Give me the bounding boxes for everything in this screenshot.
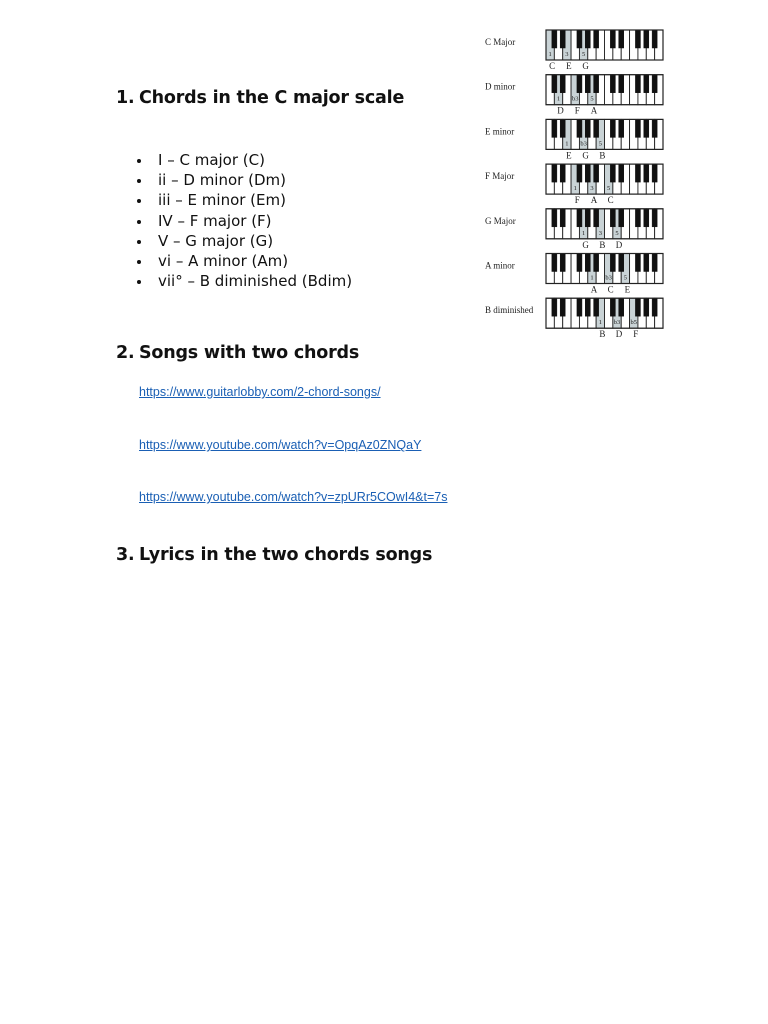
note-label: B: [599, 329, 606, 340]
black-key: [635, 209, 640, 227]
note-label: B: [599, 239, 606, 250]
chord-diagram: [485, 164, 663, 205]
black-key: [635, 298, 640, 316]
degree-label: b3: [580, 140, 587, 148]
black-key: [619, 30, 624, 48]
degree-label: b3: [605, 274, 612, 282]
chord-diagram: [485, 30, 663, 71]
black-key: [644, 209, 649, 227]
section-number: 2.: [116, 343, 135, 363]
degree-label: 5: [615, 229, 619, 237]
black-key: [619, 298, 624, 316]
black-key: [577, 164, 582, 182]
black-key: [652, 30, 657, 48]
note-label: E: [624, 284, 631, 295]
piano-chord-chart: [480, 26, 670, 342]
black-key: [577, 119, 582, 137]
black-key: [619, 164, 624, 182]
link-youtube-2[interactable]: https://www.youtube.com/watch?v=zpURr5COwI4&t=7s: [139, 490, 448, 504]
black-key: [560, 30, 565, 48]
section-title: Songs with two chords: [139, 343, 360, 363]
note-label: E: [566, 150, 572, 161]
section-heading-lyrics: [116, 545, 432, 565]
black-key: [560, 298, 565, 316]
black-key: [594, 30, 599, 48]
black-key: [644, 298, 649, 316]
section-number: 3.: [116, 545, 135, 565]
black-key: [635, 254, 640, 272]
note-label: G: [582, 150, 589, 161]
black-key: [585, 254, 590, 272]
note-label: D: [557, 105, 564, 116]
black-key: [652, 298, 657, 316]
chord-name-label: B diminished: [485, 305, 534, 316]
section-title: Chords in the C major scale: [139, 88, 405, 108]
black-key: [635, 30, 640, 48]
black-key: [577, 30, 582, 48]
black-key: [585, 209, 590, 227]
note-label: D: [615, 239, 623, 250]
note-label: D: [615, 329, 623, 340]
degree-label: 1: [581, 229, 586, 237]
note-label: A: [590, 284, 598, 295]
black-key: [594, 75, 599, 93]
chord-name-label: F Major: [485, 171, 515, 182]
black-key: [652, 164, 657, 182]
chord-name-label: E minor: [485, 126, 515, 137]
list-item: iii – E minor (Em): [135, 190, 352, 210]
black-key: [652, 119, 657, 137]
section-number: 1.: [116, 88, 135, 108]
link-youtube-1[interactable]: https://www.youtube.com/watch?v=OpqAz0ZNQaY: [139, 438, 422, 452]
black-key: [644, 254, 649, 272]
degree-label: 1: [573, 185, 577, 193]
black-key: [594, 164, 599, 182]
black-key: [585, 298, 590, 316]
chord-name-label: C Major: [485, 37, 516, 47]
degree-label: 5: [581, 51, 586, 58]
black-key: [552, 298, 557, 316]
section-heading-chords: [116, 88, 404, 108]
black-key: [552, 164, 557, 182]
list-item: ii – D minor (Dm): [135, 170, 352, 190]
black-key: [619, 254, 624, 272]
chord-name-label: D minor: [485, 81, 516, 92]
note-label: C: [607, 284, 614, 295]
note-label: C: [607, 195, 614, 206]
black-key: [610, 298, 615, 316]
degree-label: 3: [598, 229, 602, 237]
black-key: [610, 30, 615, 48]
chord-diagram: [485, 75, 663, 116]
link-guitarlobby[interactable]: https://www.guitarlobby.com/2-chord-songs/: [139, 385, 381, 399]
black-key: [610, 209, 615, 227]
degree-label: 1: [598, 319, 602, 327]
black-key: [560, 119, 565, 137]
black-key: [577, 298, 582, 316]
black-key: [635, 75, 640, 93]
note-label: A: [590, 105, 598, 116]
black-key: [552, 119, 557, 137]
degree-label: 1: [590, 274, 594, 282]
piano-chord-chart-svg: [480, 26, 670, 342]
degree-label: b3: [572, 95, 579, 103]
list-item: V – G major (G): [135, 231, 352, 251]
black-key: [619, 209, 624, 227]
section-heading-songs: [116, 343, 359, 363]
black-key: [644, 119, 649, 137]
chord-diagram: [485, 298, 663, 339]
degree-label: 1: [548, 51, 552, 58]
black-key: [594, 119, 599, 137]
black-key: [594, 209, 599, 227]
degree-label: 5: [590, 95, 594, 103]
degree-label: 5: [598, 140, 602, 148]
black-key: [585, 75, 590, 93]
black-key: [610, 75, 615, 93]
list-item: vi – A minor (Am): [135, 251, 352, 271]
chord-name-label: G Major: [485, 215, 516, 226]
black-key: [652, 75, 657, 93]
black-key: [635, 164, 640, 182]
note-label: G: [582, 239, 589, 250]
degree-label: 1: [556, 95, 561, 103]
note-label: G: [582, 61, 589, 71]
section-title: Lyrics in the two chords songs: [139, 545, 433, 565]
black-key: [552, 209, 557, 227]
list-item: vii° – B diminished (Bdim): [135, 271, 352, 291]
degree-label: 3: [590, 185, 594, 193]
note-label: F: [574, 195, 580, 206]
black-key: [652, 254, 657, 272]
degree-label: 5: [607, 185, 611, 193]
chord-diagram: [485, 119, 663, 160]
black-key: [619, 75, 624, 93]
degree-label: 1: [565, 140, 569, 148]
note-label: E: [566, 61, 572, 71]
note-label: F: [574, 105, 580, 116]
black-key: [552, 75, 557, 93]
black-key: [619, 119, 624, 137]
black-key: [610, 119, 615, 137]
black-key: [610, 254, 615, 272]
list-item: IV – F major (F): [135, 211, 352, 231]
black-key: [610, 164, 615, 182]
degree-label: 5: [623, 274, 628, 282]
black-key: [560, 75, 565, 93]
black-key: [644, 30, 649, 48]
chord-diagram: [485, 254, 663, 295]
note-label: A: [590, 195, 598, 206]
black-key: [585, 119, 590, 137]
black-key: [552, 30, 557, 48]
black-key: [594, 254, 599, 272]
black-key: [644, 164, 649, 182]
chord-list: [135, 150, 352, 291]
degree-label: b3: [613, 319, 621, 327]
black-key: [577, 254, 582, 272]
note-label: C: [549, 61, 556, 71]
black-key: [577, 75, 582, 93]
note-label: B: [599, 150, 606, 161]
black-key: [652, 209, 657, 227]
black-key: [585, 164, 590, 182]
chord-name-label: A minor: [485, 260, 515, 271]
black-key: [585, 30, 590, 48]
black-key: [560, 254, 565, 272]
black-key: [552, 254, 557, 272]
black-key: [560, 164, 565, 182]
black-key: [577, 209, 582, 227]
chord-diagram: [485, 209, 663, 250]
black-key: [635, 119, 640, 137]
black-key: [644, 75, 649, 93]
degree-label: 3: [565, 51, 569, 58]
black-key: [594, 298, 599, 316]
degree-label: b5: [630, 319, 637, 327]
note-label: F: [633, 329, 639, 340]
list-item: I – C major (C): [135, 150, 352, 170]
black-key: [560, 209, 565, 227]
